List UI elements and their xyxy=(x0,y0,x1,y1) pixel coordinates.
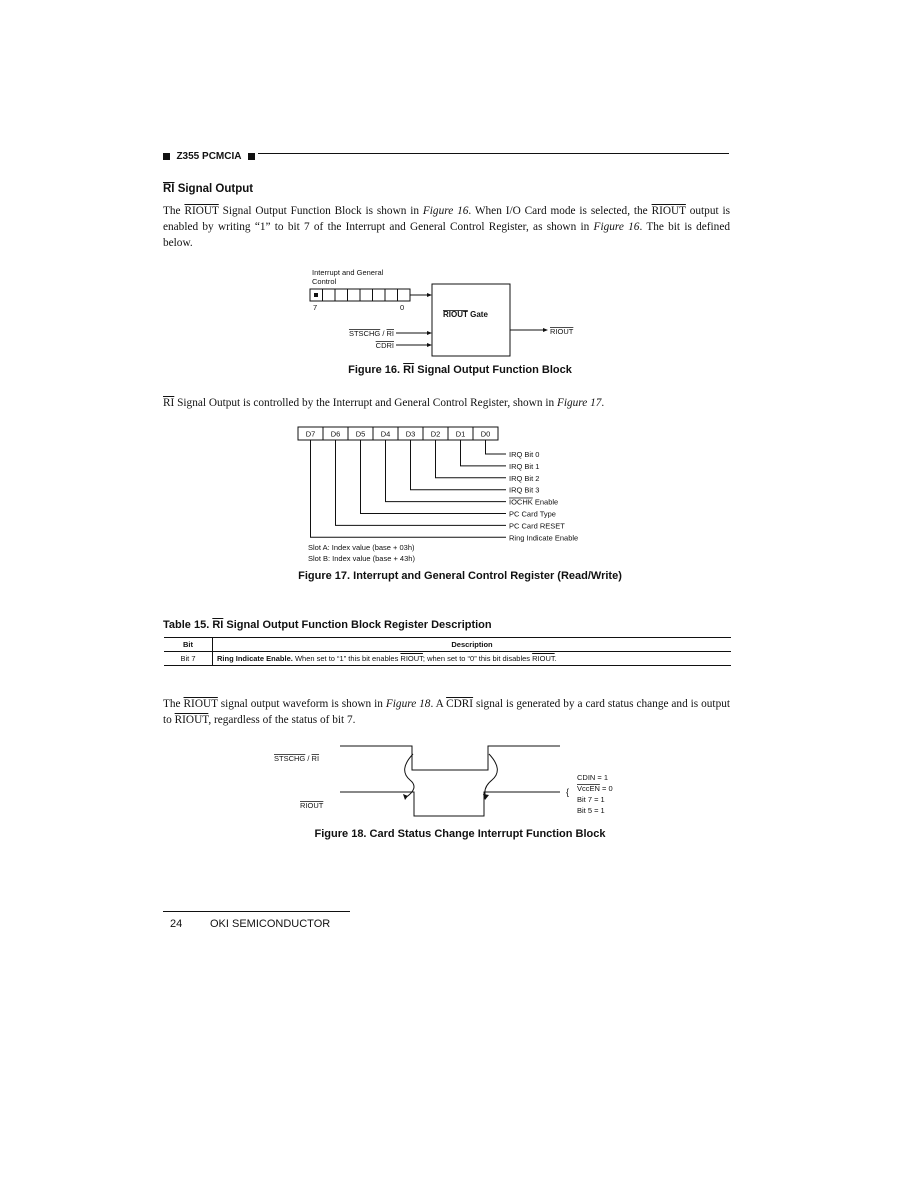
table-row xyxy=(164,652,731,666)
field-label-d1: IRQ Bit 1 xyxy=(509,461,540,471)
figure-16-diagram xyxy=(300,262,620,362)
register-bit-boxes xyxy=(310,289,410,301)
condition-vccen: VccEN = 0 xyxy=(577,784,613,793)
paragraph-2: $\overline{RI}$ Signal Output is controlled by the Interrupt and General Control Register, shown in Figure 17. xyxy=(163,397,605,409)
arrow-icon xyxy=(543,328,548,332)
field-label-d4: IOCHK Enable xyxy=(509,497,559,507)
causality-arrow xyxy=(405,754,414,798)
figure-17-caption: Figure 17. Interrupt and General Control Register (Read/Write) xyxy=(298,570,622,582)
riout-signal-label: RIOUT xyxy=(300,801,324,810)
field-label-d3: IRQ Bit 3 xyxy=(509,485,540,495)
field-label-d2: IRQ Bit 2 xyxy=(509,473,540,483)
paragraph-1: The RIOUT Signal Output Function Block is shown in Figure 16. When I/O Card mode is selected, the RIOUT output is enabled by writing “1” to bit 7 of the Interrupt and General Control Register, as shown in Figure 16. The bit is defined below. xyxy=(163,205,731,249)
running-header xyxy=(163,148,729,163)
stschg-ri-signal-label: STSCHG / RI xyxy=(274,754,320,763)
bit-label-d7: D7 xyxy=(305,429,316,439)
table-15-title: Table 15. $\overline{RI}$ Signal Output Function Block Register Description xyxy=(163,619,492,631)
footer-company: OKI SEMICONDUCTOR xyxy=(210,918,331,930)
gate-label: RIOUT Gate xyxy=(443,310,488,319)
bit-label-d0: D0 xyxy=(480,429,491,439)
header-text: Z355 PCMCIA xyxy=(176,151,242,163)
register-label-line2: Control xyxy=(312,277,337,286)
header-rule xyxy=(258,153,729,154)
square-bullet-icon xyxy=(163,153,170,160)
register-description-table xyxy=(164,637,731,666)
footer-rule xyxy=(163,911,350,912)
square-bullet-icon xyxy=(248,153,255,160)
condition-brace-icon: { xyxy=(566,787,570,797)
figure-18-diagram xyxy=(270,740,650,824)
stschg-ri-label: STSCHG / RI xyxy=(348,329,394,338)
arrow-icon xyxy=(403,794,408,800)
causality-arrow xyxy=(485,754,497,798)
section-title: $\overline{RI}$ Signal Output xyxy=(163,183,254,195)
condition-cdin: CDIN = 1 xyxy=(577,773,609,782)
bit-label-d1: D1 xyxy=(455,429,466,439)
field-label-d5: PC Card Type xyxy=(509,509,556,519)
leader-line-d5 xyxy=(361,440,507,514)
cell-description: Ring Indicate Enable. When set to “1” this bit enables RIOUT; when set to “0” this bit disables RIOUT. xyxy=(213,652,732,666)
cell-bit: Bit 7 xyxy=(164,652,213,666)
bit-label-d2: D2 xyxy=(430,429,441,439)
stschg-waveform xyxy=(340,746,560,770)
cdri-label: CDRI xyxy=(375,341,394,350)
leader-line-d6 xyxy=(336,440,507,525)
arrow-icon xyxy=(427,331,432,335)
table-header-row xyxy=(164,638,731,652)
figure-18-caption: Figure 18. Card Status Change Interrupt Function Block xyxy=(314,828,606,840)
leader-line-d4 xyxy=(386,440,507,502)
condition-bit5: Bit 5 = 1 xyxy=(577,806,605,815)
figure-17-diagram xyxy=(290,420,630,568)
arrow-icon xyxy=(427,293,432,297)
field-label-d0: IRQ Bit 0 xyxy=(509,450,540,459)
register-bit-cells xyxy=(298,427,498,440)
leader-line-d1 xyxy=(461,440,507,466)
condition-bit7: Bit 7 = 1 xyxy=(577,795,605,804)
field-label-d6: PC Card RESET xyxy=(509,521,565,531)
riout-waveform xyxy=(340,792,560,816)
paragraph-3: The RIOUT signal output waveform is shown in Figure 18. A CDRI signal is generated by a card status change and is output to RIOUT, regardless of the status of bit 7. xyxy=(163,698,731,726)
field-labels xyxy=(509,450,578,542)
slot-b-label: Slot B: Index value (base + 43h) xyxy=(308,554,415,563)
leader-line-d0 xyxy=(486,440,507,454)
column-header-description: Description xyxy=(213,638,732,652)
leader-line-d7 xyxy=(311,440,507,537)
bit-hi-label: 7 xyxy=(313,303,318,312)
register-label-line1: Interrupt and General xyxy=(312,268,384,277)
arrow-icon xyxy=(427,343,432,347)
riout-label: RIOUT xyxy=(550,327,574,336)
figure-16-caption: Figure 16. $\overline{RI}$ Signal Output Function Block xyxy=(348,364,572,376)
bit7-dot-icon xyxy=(314,293,318,297)
slot-a-label: Slot A: Index value (base + 03h) xyxy=(308,543,415,552)
bit-label-d5: D5 xyxy=(355,429,366,439)
bit-label-d4: D4 xyxy=(380,429,391,439)
leader-line-d3 xyxy=(411,440,507,490)
page-number: 24 xyxy=(170,918,183,930)
field-leader-lines xyxy=(311,440,507,537)
leader-line-d2 xyxy=(436,440,507,478)
column-header-bit: Bit xyxy=(164,638,213,652)
bit-label-d6: D6 xyxy=(330,429,341,439)
field-label-d7: Ring Indicate Enable xyxy=(509,533,579,543)
bit-lo-label: 0 xyxy=(400,303,405,312)
bit-label-d3: D3 xyxy=(405,429,416,439)
riout-gate-box xyxy=(432,284,510,356)
